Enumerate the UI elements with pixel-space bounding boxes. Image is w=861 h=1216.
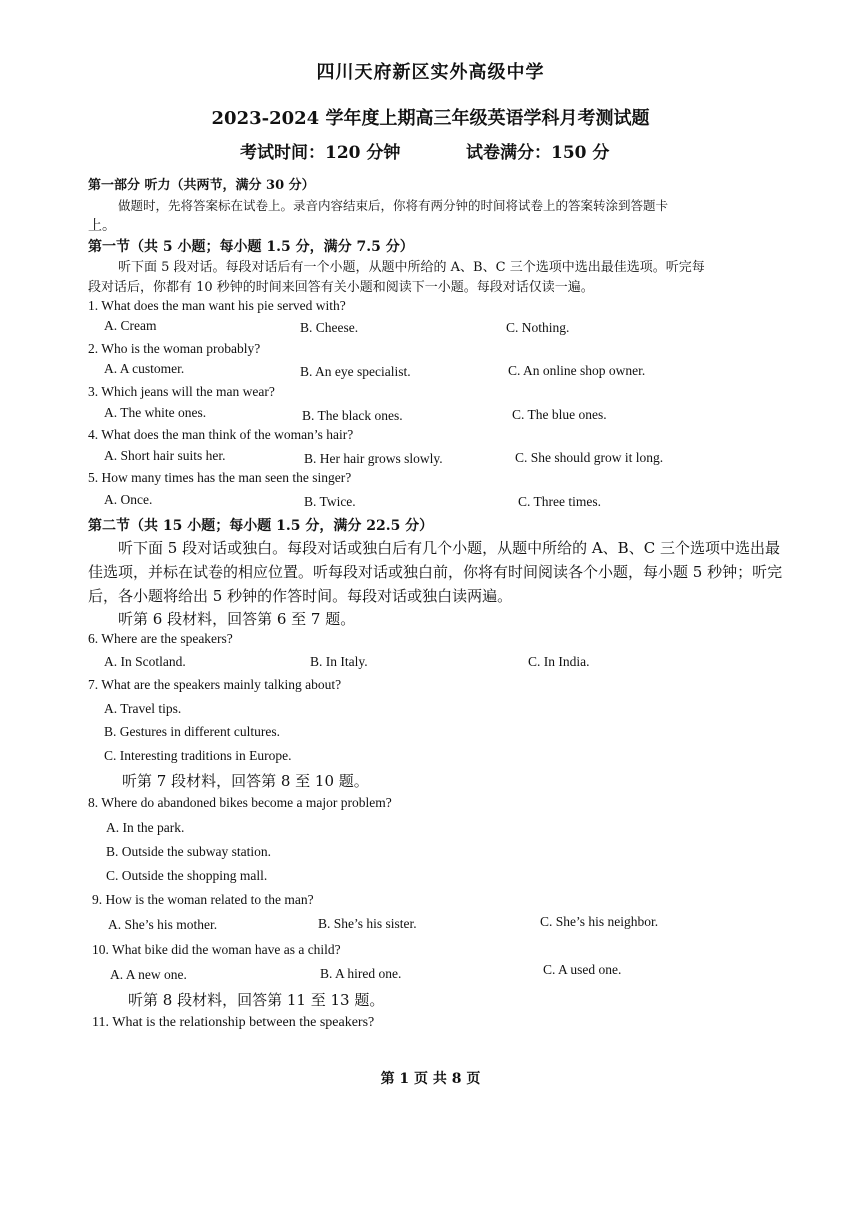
q4-option-c: C. She should grow it long. [515, 450, 664, 465]
question-5: 5. How many times has the man seen the singer? [88, 470, 352, 485]
section2-instruction: 听下面 5 段对话或独白。每段对话或独白后有几个小题，从题中所给的 A、B、C 三个选项中选出最 [118, 539, 780, 557]
q1-option-b: B. Cheese. [300, 320, 359, 335]
exam-score: 试卷满分：150 分 [466, 143, 610, 163]
q3-option-a: A. The white ones. [104, 405, 207, 420]
section2-instruction-cont: 佳选项，并标在试卷的相应位置。听每段对话或独白前，你将有时间阅读各个小题，每小题 5 秒钟；听完 [88, 563, 783, 581]
exam-title: 2023-2024 学年度上期高三年级英语学科月考测试题 [211, 108, 650, 129]
material-6-note: 听第 6 段材料，回答第 6 至 7 题。 [118, 610, 356, 628]
question-4: 4. What does the man think of the woman’s hair? [88, 427, 354, 442]
question-9: 9. How is the woman related to the man? [92, 892, 314, 907]
section1-instruction: 听下面 5 段对话。每段对话后有一个小题，从题中所给的 A、B、C 三个选项中选出最佳选项。听完每 [118, 260, 705, 275]
q7-option-a: A. Travel tips. [104, 701, 182, 716]
q9-option-a: A. She’s his mother. [108, 917, 218, 932]
q7-option-b: B. Gestures in different cultures. [104, 724, 280, 739]
q8-option-c: C. Outside the shopping mall. [106, 868, 268, 883]
part1-heading: 第一部分 听力（共两节，满分 30 分） [88, 178, 315, 193]
section2-instruction-cont2: 后，各小题将给出 5 秒钟的作答时间。每段对话或独白读两遍。 [88, 587, 513, 605]
part1-instruction-cont: 上。 [88, 218, 116, 234]
q10-option-a: A. A new one. [110, 967, 187, 982]
q6-option-a: A. In Scotland. [104, 654, 186, 669]
exam-time: 考试时间：120 分钟 [240, 143, 401, 163]
question-6: 6. Where are the speakers? [88, 631, 233, 646]
material-8-note: 听第 8 段材料，回答第 11 至 13 题。 [128, 991, 385, 1009]
q2-option-c: C. An online shop owner. [508, 363, 646, 378]
q4-option-a: A. Short hair suits her. [104, 448, 226, 463]
school-name: 四川天府新区实外高级中学 [316, 62, 545, 83]
q9-option-b: B. She’s his sister. [318, 916, 417, 931]
q10-option-b: B. A hired one. [320, 966, 402, 981]
q8-option-a: A. In the park. [106, 820, 185, 835]
q1-option-a: A. Cream [104, 318, 157, 333]
q6-option-b: B. In Italy. [310, 654, 368, 669]
q10-option-c: C. A used one. [543, 962, 622, 977]
q4-option-b: B. Her hair grows slowly. [304, 451, 443, 466]
q2-option-a: A. A customer. [104, 361, 185, 376]
page-number: 第 1 页 共 8 页 [380, 1071, 481, 1087]
question-11: 11. What is the relationship between the speakers? [92, 1015, 375, 1030]
q1-option-c: C. Nothing. [506, 320, 570, 335]
q3-option-c: C. The blue ones. [512, 407, 607, 422]
part1-instruction: 做题时，先将答案标在试卷上。录音内容结束后，你将有两分钟的时间将试卷上的答案转涂到答题卡 [118, 198, 669, 213]
q8-option-b: B. Outside the subway station. [106, 844, 271, 859]
section1-instruction-cont: 段对话后，你都有 10 秒钟的时间来回答有关小题和阅读下一小题。每段对话仅读一遍。 [88, 280, 594, 295]
question-8: 8. Where do abandoned bikes become a major problem? [88, 795, 392, 810]
q5-option-b: B. Twice. [304, 494, 356, 509]
question-7: 7. What are the speakers mainly talking about? [88, 677, 342, 692]
q5-option-a: A. Once. [104, 492, 153, 507]
material-7-note: 听第 7 段材料，回答第 8 至 10 题。 [122, 772, 369, 790]
q6-option-c: C. In India. [528, 654, 590, 669]
question-3: 3. Which jeans will the man wear? [88, 384, 275, 399]
q3-option-b: B. The black ones. [302, 408, 403, 423]
section1-heading: 第一节（共 5 小题；每小题 1.5 分，满分 7.5 分） [88, 239, 414, 255]
question-2: 2. Who is the woman probably? [88, 341, 261, 356]
question-10: 10. What bike did the woman have as a child? [92, 942, 341, 957]
q9-option-c: C. She’s his neighbor. [540, 914, 659, 929]
section2-heading: 第二节（共 15 小题；每小题 1.5 分，满分 22.5 分） [88, 518, 434, 534]
q7-option-c: C. Interesting traditions in Europe. [104, 748, 292, 763]
question-1: 1. What does the man want his pie served with? [88, 298, 346, 313]
q5-option-c: C. Three times. [518, 494, 601, 509]
q2-option-b: B. An eye specialist. [300, 364, 411, 379]
